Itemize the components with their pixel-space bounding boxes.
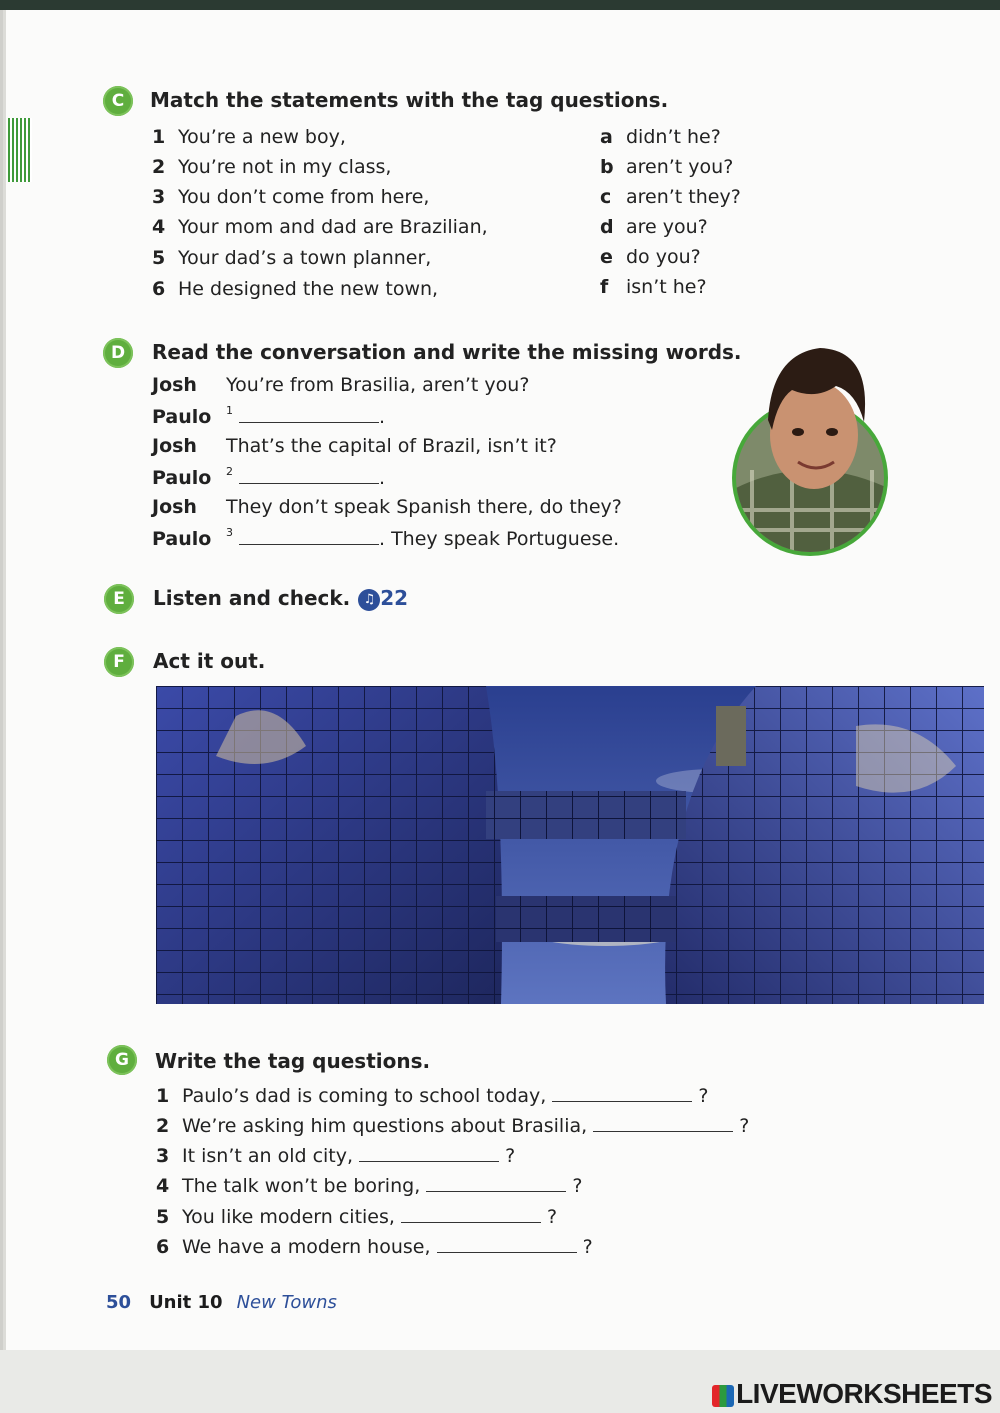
tag-question-1: 1 Paulo’s dad is coming to school today, ?	[156, 1085, 709, 1107]
exercise-e-badge: E	[104, 584, 134, 614]
exercise-c-title: Match the statements with the tag questions.	[150, 88, 669, 112]
statement-5: 5 Your dad’s a town planner,	[152, 247, 432, 269]
exercise-g-title: Write the tag questions.	[155, 1049, 431, 1073]
tag-question-5: 5 You like modern cities, ?	[156, 1206, 558, 1228]
tag-blank-1[interactable]	[552, 1083, 692, 1102]
liveworksheets-logo-icon	[712, 1385, 734, 1407]
tag-f: f isn’t he?	[600, 276, 707, 298]
dialogue-line-2: Paulo $^1$ .	[152, 404, 386, 428]
dialogue-line-1: Josh You’re from Brasilia, aren’t you?	[152, 374, 530, 396]
tag-blank-2[interactable]	[593, 1113, 733, 1132]
tag-a: a didn’t he?	[600, 126, 721, 148]
tag-question-6: 6 We have a modern house, ?	[156, 1236, 593, 1258]
audio-icon[interactable]: ♫	[358, 589, 380, 611]
top-edge	[0, 0, 1000, 10]
exercise-e-heading: Listen and check. ♫ 22	[153, 586, 409, 610]
audio-track-number: 22	[380, 586, 409, 610]
page-number: 50	[106, 1292, 132, 1313]
tag-question-4: 4 The talk won’t be boring, ?	[156, 1175, 583, 1197]
tag-d: d are you?	[600, 216, 708, 238]
answer-blank-3[interactable]	[239, 526, 379, 545]
page-edge-tabs	[8, 118, 32, 182]
dialogue-line-6: Paulo $^3$ . They speak Portuguese.	[152, 526, 620, 550]
dialogue-line-3: Josh That’s the capital of Brazil, isn’t it?	[152, 435, 557, 457]
exercise-d-title: Read the conversation and write the missing words.	[152, 340, 742, 364]
answer-blank-1[interactable]	[239, 404, 379, 423]
tag-b: b aren’t you?	[600, 156, 734, 178]
tag-question-2: 2 We’re asking him questions about Brasilia, ?	[156, 1115, 750, 1137]
statement-6: 6 He designed the new town,	[152, 278, 439, 300]
exercise-c-badge: C	[103, 86, 133, 116]
boy-portrait	[732, 340, 892, 556]
exercise-f-badge: F	[104, 647, 134, 677]
unit-name: New Towns	[236, 1292, 337, 1313]
tag-blank-6[interactable]	[437, 1234, 577, 1253]
statement-4: 4 Your mom and dad are Brazilian,	[152, 216, 488, 238]
page-footer	[106, 1292, 337, 1313]
tag-blank-4[interactable]	[426, 1173, 566, 1192]
answer-blank-2[interactable]	[239, 465, 379, 484]
exercise-f-title: Act it out.	[153, 649, 266, 673]
tag-e: e do you?	[600, 246, 701, 268]
tag-blank-5[interactable]	[401, 1204, 541, 1223]
dialogue-line-5: Josh They don’t speak Spanish there, do they?	[152, 496, 622, 518]
unit-label: Unit 10	[149, 1292, 223, 1313]
statement-3: 3 You don’t come from here,	[152, 186, 430, 208]
tag-blank-3[interactable]	[359, 1143, 499, 1162]
glass-building-photo	[156, 686, 984, 1004]
tag-c: c aren’t they?	[600, 186, 741, 208]
dialogue-line-4: Paulo $^2$ .	[152, 465, 386, 489]
statement-2: 2 You’re not in my class,	[152, 156, 392, 178]
exercise-d-badge: D	[103, 338, 133, 368]
statement-1: 1 You’re a new boy,	[152, 126, 346, 148]
liveworksheets-logo: LIVEWORKSHEETS	[712, 1378, 992, 1410]
tag-question-3: 3 It isn’t an old city, ?	[156, 1145, 516, 1167]
exercise-g-badge: G	[107, 1045, 137, 1075]
